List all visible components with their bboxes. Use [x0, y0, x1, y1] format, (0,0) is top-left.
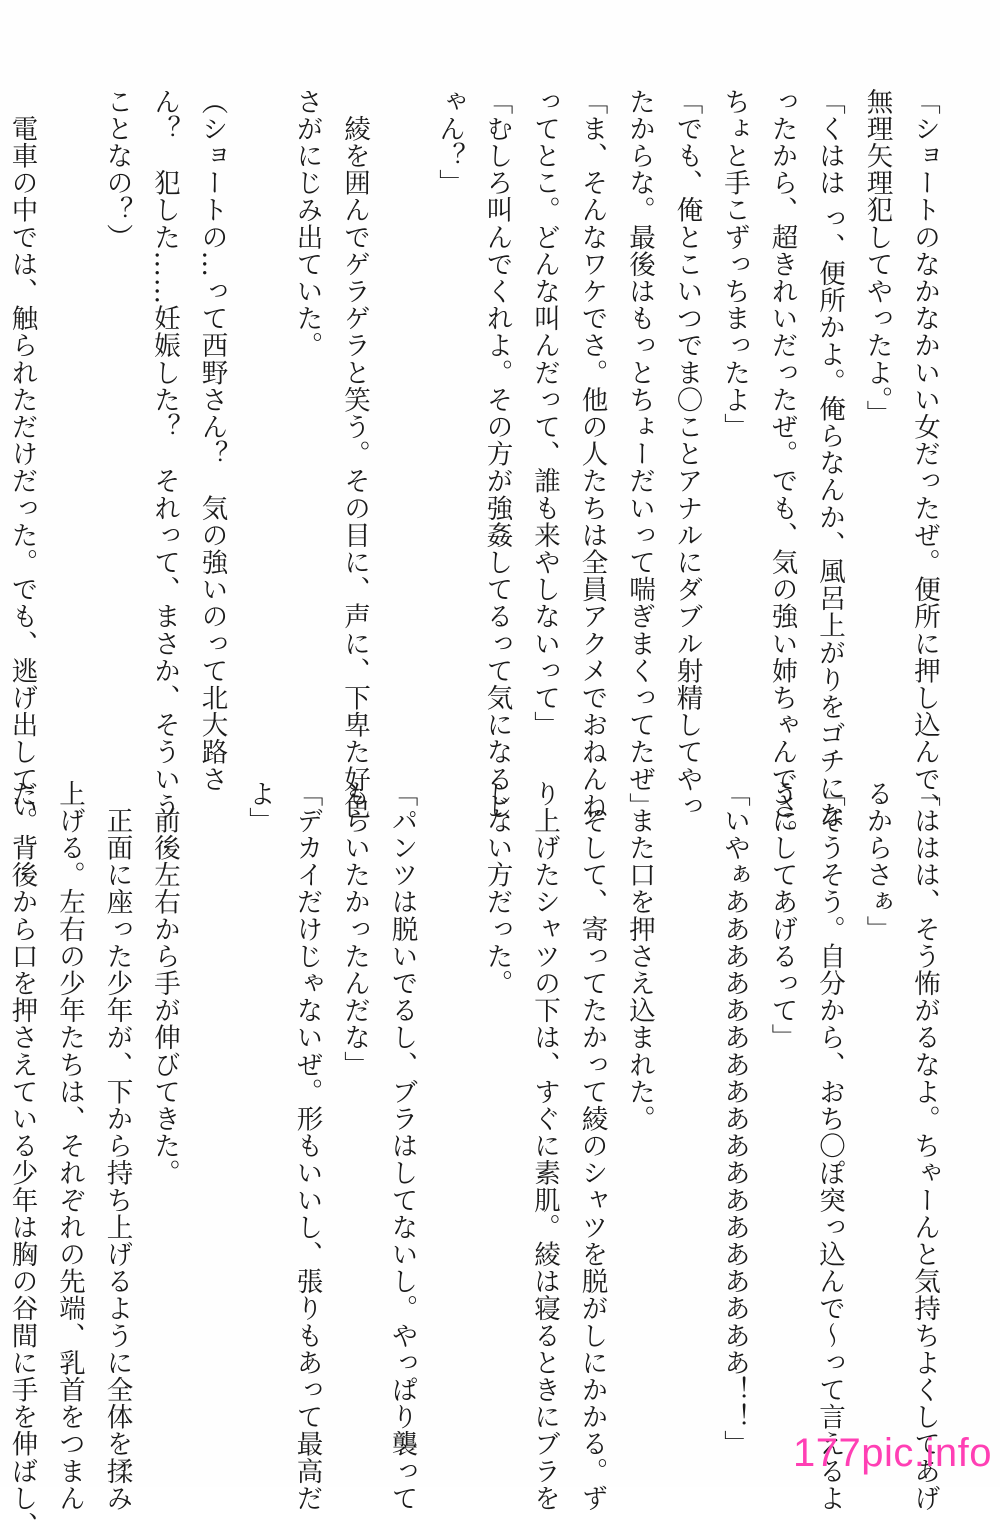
- text-column: [46, 88, 94, 748]
- text-column: 「デカイだけじゃないぜ。形もいいし、張りもあって最高だ: [291, 780, 323, 1512]
- text-column: ゃん？」: [434, 88, 465, 197]
- text-column: 「ま、そんなワケでさ。他の人たちは全員アクメでおねんね: [576, 88, 608, 820]
- text-column: 「でも、俺とこいつでま〇ことアナルにダブル射精してやっ: [671, 88, 703, 820]
- text-column: ってとこ。どんな叫んだって、誰も来やしないって」: [529, 88, 560, 739]
- text-column: [236, 88, 284, 748]
- text-column: だ。背後から口を押さえている少年は胸の谷間に手を伸ばし、: [6, 780, 38, 1539]
- text-column: 「ショートのなかなかいい女だったぜ。便所に押し込んで、: [909, 88, 940, 820]
- text-column: 「くはは っ、便所かよ。俺らなんか、風呂上がりをゴチにな: [814, 88, 845, 829]
- text-column: ちょと手こずっちまったよ」: [719, 88, 750, 441]
- watermark-text: 177pic.info: [793, 1431, 992, 1475]
- text-column: さがにじみ出ていた。: [291, 88, 323, 359]
- text-column: よ」: [244, 780, 275, 835]
- text-column: 「ははは、そう怖がるなよ。ちゃーんと気持ちよくしてあげ: [909, 780, 940, 1512]
- text-column: [426, 780, 474, 1440]
- text-column: しない方だった。: [481, 780, 513, 997]
- text-column: 「パンツは脱いでるし、ブラはしてないし。やっぱり襲って: [386, 780, 418, 1512]
- text-column: [188, 780, 236, 1440]
- text-column: また口を押さえ込まれた。: [624, 780, 655, 1133]
- text-column: 綾を囲んでゲラゲラと笑う。その目に、声に、下卑た好色: [339, 88, 370, 820]
- text-column: ことなの？）: [101, 88, 133, 251]
- text-column: 「むしろ叫んでくれよ。その方が強姦してるって気になるじ: [481, 88, 513, 820]
- text-column: 電車の中では、触られただけだった。でも、逃げ出してい: [6, 88, 38, 820]
- text-column: ったから、超きれいだったぜ。でも、気の強い姉ちゃんでさ。: [766, 88, 798, 847]
- text-column: （ショートの…って西野さん？ 気の強いのって北大路さ: [196, 88, 228, 793]
- upper-text-block: [0, 88, 948, 847]
- text-column: り上げたシャツの下は、すぐに素肌。綾は寝るときにブラを: [529, 780, 560, 1512]
- text-column: 「いやぁああああああああああああああああああ！！」: [719, 780, 750, 1458]
- text-column: [663, 780, 711, 1440]
- text-column: うにしてあげるって」: [766, 780, 798, 1051]
- text-column: もらいたかったんだな」: [339, 780, 370, 1079]
- text-column: 正面に座った少年が、下から持ち上げるように全体を揉み: [101, 780, 133, 1512]
- text-column: 上げる。左右の少年たちは、それぞれの先端、乳首をつまん: [54, 780, 85, 1512]
- text-column: そして、寄ってたかって綾のシャツを脱がしにかかる。ず: [576, 780, 608, 1512]
- text-column: 「そうそう。自分から、おち〇ぽ突っ込んで〜って言えるよ: [814, 780, 845, 1512]
- text-column: [378, 88, 426, 748]
- text-column: たからな。最後はもっとちょーだいって喘ぎまくってたぜ」: [624, 88, 655, 820]
- text-column: 無理矢理犯してやったよ。」: [861, 88, 893, 428]
- text-column: ん？ 犯した……妊娠した？ それって、まさか、そういう: [149, 88, 180, 820]
- text-column: るからさぁ」: [861, 780, 893, 943]
- text-column: 前後左右から手が伸びてきた。: [149, 780, 180, 1187]
